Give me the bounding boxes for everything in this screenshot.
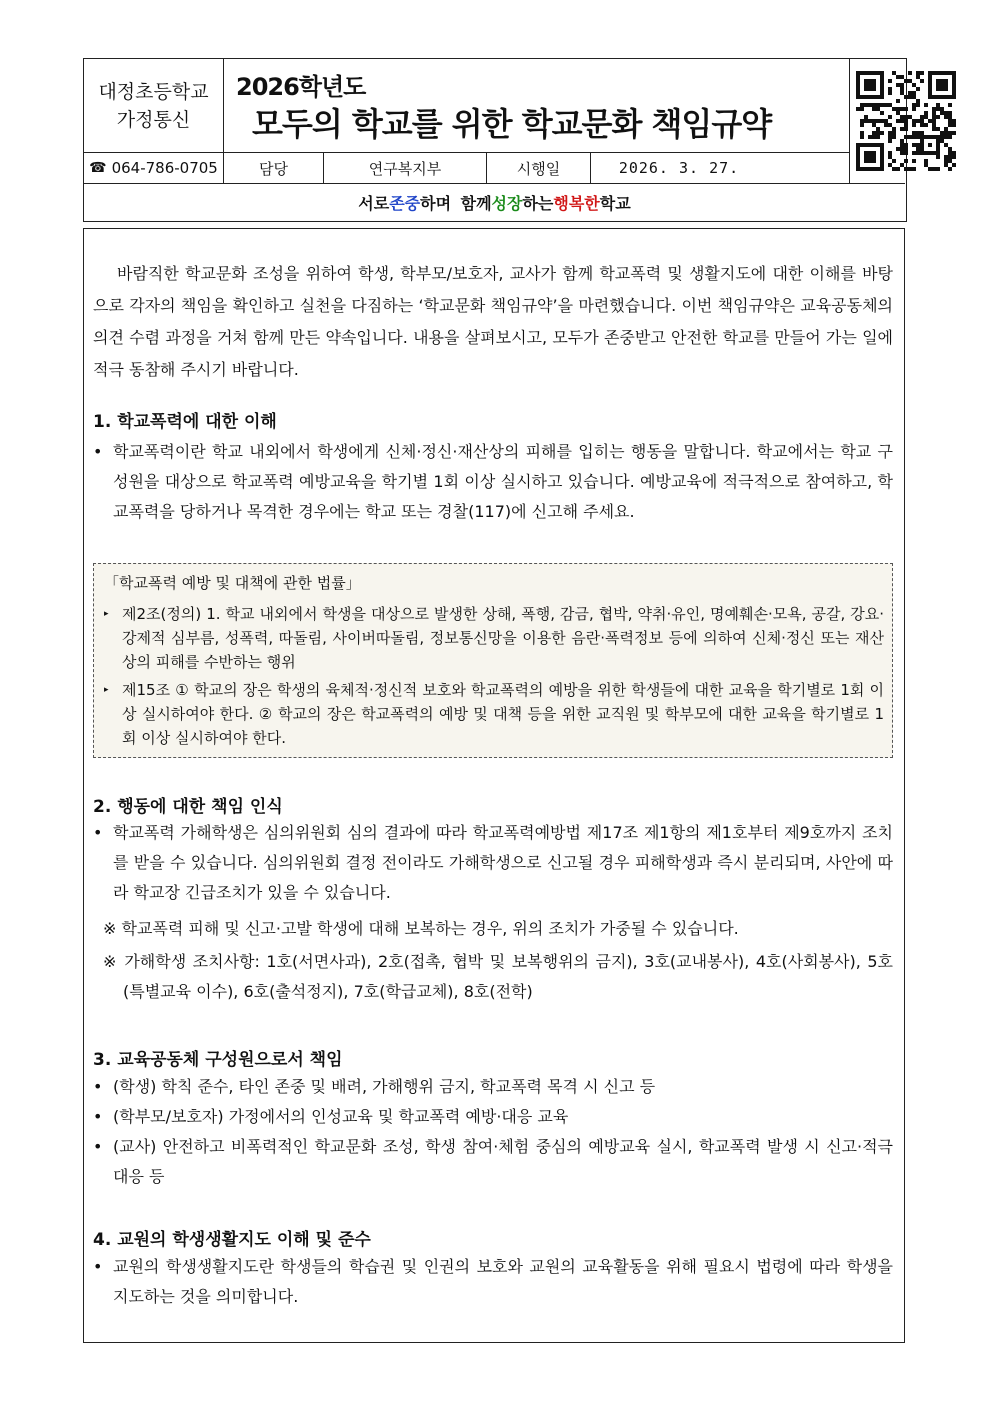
list-item — [93, 437, 893, 527]
phone-icon: ☎ — [89, 160, 107, 176]
bullet-icon: • — [93, 1257, 103, 1276]
list-item — [93, 1072, 893, 1102]
triangle-bullet-icon: ▸ — [104, 609, 109, 619]
phone-number: 064-786-0705 — [111, 159, 218, 177]
triangle-bullet-icon: ▸ — [104, 685, 109, 695]
bullet-icon: • — [93, 442, 103, 461]
motto-part: 서로 — [358, 194, 390, 213]
bullet-text: 교원의 학생생활지도란 학생들의 학습권 및 인권의 보호와 교원의 교육활동을 위해 필요시 법령에 따라 학생을 지도하는 것을 의미합니다. — [113, 1257, 893, 1306]
list-item — [93, 818, 893, 908]
motto-word-growth: 성장 — [491, 194, 523, 213]
intro-paragraph: 바람직한 학교문화 조성을 위하여 학생, 학부모/보호자, 교사가 함께 학교폭력 및 생활지도에 대한 이해를 바탕으로 각자의 책임을 확인하고 실천을 다짐하는 ‘학교문화 책임규약’을 마련했습니다. 이번 책임규약은 교육공동체의 의견 수렴 과정을 거쳐 함께 만든 약속입니다. 내용을 살펴보시고, 모두가 존중받고 안전한 학교를 만들어 가는 일에 적극 동참해 주시기 바랍니다. — [93, 264, 893, 379]
list-item — [93, 1252, 893, 1312]
section-title: 4. 교원의 학생생활지도 이해 및 준수 — [93, 1230, 371, 1250]
phone-cell — [84, 153, 224, 183]
bullet-icon: • — [93, 1107, 103, 1126]
date-label: 시행일 — [487, 153, 591, 183]
law-item — [104, 602, 884, 674]
list-item — [93, 1102, 893, 1132]
motto-part: 하는 — [522, 194, 554, 213]
page-title: 모두의 학교를 위한 학교문화 책임규약 — [252, 105, 772, 143]
law-text: 제2조(정의) 1. 학교 내외에서 학생을 대상으로 발생한 상해, 폭행, 감금, 협박, 약취·유인, 명예훼손·모욕, 공갈, 강요·강제적 심부름, 성폭력, 따돌림, 사이버따돌림, 정보통신망을 이용한 음란·폭력정보 등에 의하여 신체·정신 또는 재산상의 피해를 수반하는 행위 — [122, 605, 884, 671]
info-row — [84, 152, 849, 183]
bullet-icon: • — [93, 1077, 103, 1096]
law-title: 「학교폭력 예방 및 대책에 관한 법률」 — [104, 574, 361, 592]
manager-label: 담당 — [224, 153, 324, 183]
school-motto — [84, 183, 905, 221]
note-text: ※ 학교폭력 피해 및 신고·고발 학생에 대해 보복하는 경우, 위의 조치가 가중될 수 있습니다. — [103, 919, 739, 938]
newsletter-header — [83, 58, 907, 222]
law-text: 제15조 ① 학교의 장은 학생의 육체적·정신적 보호와 학교폭력의 예방을 위한 학생들에 대한 교육을 학기별로 1회 이상 실시하여야 한다. ② 학교의 장은 학교폭력의 예방 및 대책 등을 위한 교직원 및 학부모에 대한 교육을 학기별로 1회 이상 실시하여야 한다. — [122, 681, 884, 747]
section-title: 1. 학교폭력에 대한 이해 — [93, 412, 277, 432]
section-title: 3. 교육공동체 구성원으로서 책임 — [93, 1050, 343, 1070]
school-name: 대정초등학교 — [98, 80, 209, 103]
document-type: 가정통신 — [116, 108, 191, 131]
bullet-icon: • — [93, 823, 103, 842]
bullet-text: (학생) 학칙 준수, 타인 존중 및 배려, 가해행위 금지, 학교폭력 목격 시 신고 등 — [113, 1077, 656, 1096]
bullet-text: (교사) 안전하고 비폭력적인 학교문화 조성, 학생 참여·체험 중심의 예방교육 실시, 학교폭력 발생 시 신고·적극 대응 등 — [113, 1137, 893, 1186]
bullet-icon: • — [93, 1137, 103, 1156]
school-year: 2026학년도 — [236, 73, 366, 101]
title-box — [224, 59, 849, 152]
department: 연구복지부 — [324, 153, 487, 183]
bullet-text: 학교폭력 가해학생은 심의위원회 심의 결과에 따라 학교폭력예방법 제17조 제1항의 제1호부터 제9호까지 조치를 받을 수 있습니다. 심의위원회 결정 전이라도 가해학생으로 신고될 경우 피해학생과 즉시 분리되며, 사안에 따라 학교장 긴급조치가 있을 수 있습니다. — [113, 823, 893, 902]
qr-code-box[interactable] — [849, 59, 905, 183]
section-title: 2. 행동에 대한 책임 인식 — [93, 797, 283, 817]
qr-code-icon[interactable] — [856, 69, 956, 173]
issue-date: 2026. 3. 27. — [618, 159, 740, 177]
note-text: ※ 가해학생 조치사항: 1호(서면사과), 2호(접촉, 협박 및 보복행위의 금지), 3호(교내봉사), 4호(사회봉사), 5호(특별교육 이수), 6호(출석정지), 7호(학급교체), 8호(전학) — [103, 952, 893, 1001]
motto-part: 하며 함께 — [420, 194, 492, 213]
bullet-text: 학교폭력이란 학교 내외에서 학생에게 신체·정신·재산상의 피해를 입히는 행동을 말합니다. 학교에서는 학교 구성원을 대상으로 학교폭력 예방교육을 학기별 1회 이상 실시하고 있습니다. 예방교육에 적극적으로 참여하고, 학교폭력을 당하거나 목격한 경우에는 학교 또는 경찰(117)에 신고해 주세요. — [113, 442, 893, 521]
motto-word-happy: 행복한 — [553, 194, 600, 213]
motto-part: 학교 — [599, 194, 631, 213]
bullet-text: (학부모/보호자) 가정에서의 인성교육 및 학교폭력 예방·대응 교육 — [113, 1107, 569, 1126]
list-item — [93, 1132, 893, 1192]
motto-word-respect: 존중 — [389, 194, 421, 213]
law-excerpt-box — [93, 563, 893, 758]
law-item — [104, 678, 884, 750]
school-box — [84, 59, 224, 152]
